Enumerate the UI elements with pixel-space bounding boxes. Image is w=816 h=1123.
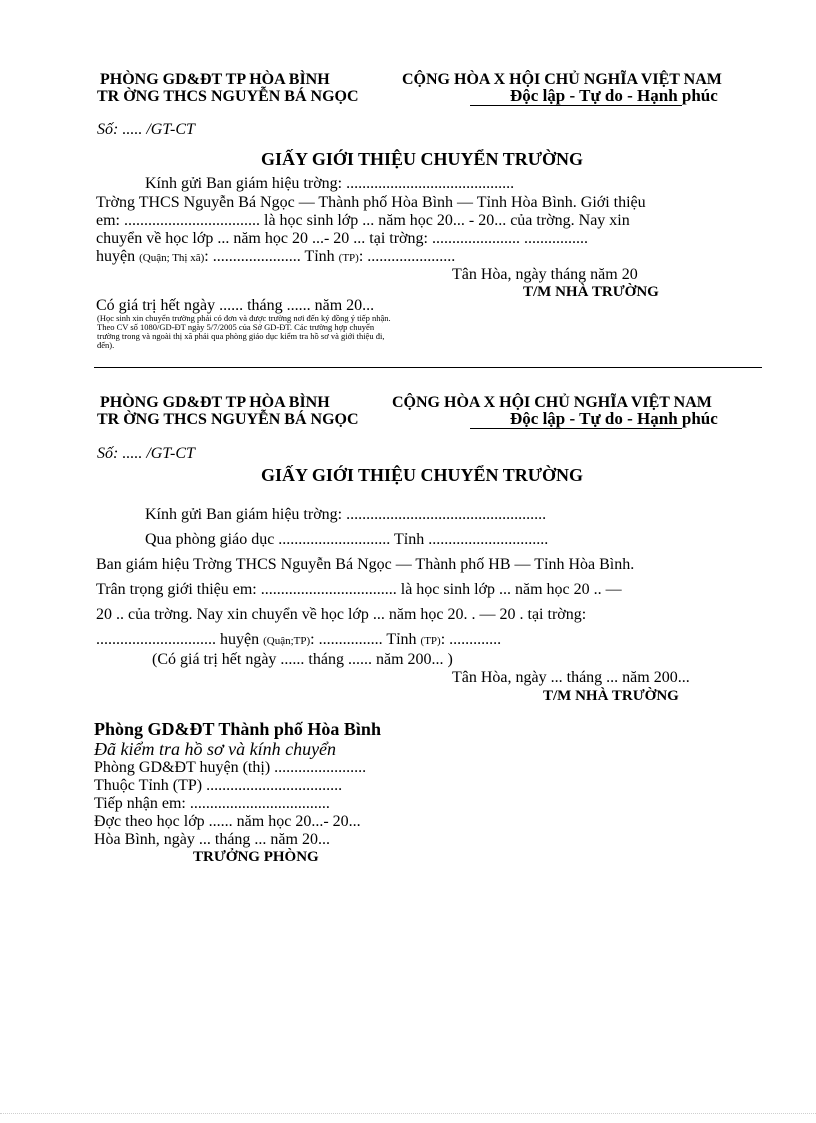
- school-name: TR ỜNG THCS NGUYỄN BÁ NGỌC: [97, 88, 359, 105]
- addressee-line: Kính gửi Ban giám hiệu trờng: ..........................................: [145, 175, 515, 192]
- department-name: PHÒNG GD&ĐT TP HÒA BÌNH: [100, 71, 330, 88]
- validity-line: Có giá trị hết ngày ...... tháng ...... năm 20...: [96, 297, 375, 314]
- body-line: [96, 249, 455, 265]
- confirm-line: Hòa Bình, ngày ... tháng ... năm 20...: [94, 831, 330, 848]
- page-bottom-edge: [0, 1113, 816, 1114]
- section-divider: [94, 367, 762, 368]
- school-name: TR ỜNG THCS NGUYỄN BÁ NGỌC: [97, 411, 359, 428]
- body-line: chuyển về học lớp ... năm học 20 ...- 20 ... tại trờng: ...................... ................: [96, 230, 588, 247]
- footnote: (Học sinh xin chuyển trường phải có đơn và được trường nơi đến ký đồng ý tiếp nhận. Theo CV số 1080/GD-ĐT ngày 5/7/2005 của Sở GD-ĐT. Các trường hợp chuyển trường trong và ngoài thị xã phải qua phòng giáo dục kiểm tra hồ sơ và giới thiệu đi, đến).: [97, 313, 391, 350]
- document-number: Số: ..... /GT-CT: [97, 121, 195, 138]
- form-title: GIẤY GIỚI THIỆU CHUYỂN TRƯỜNG: [261, 149, 584, 169]
- motto: Độc lập - Tự do - Hạnh phúc: [510, 409, 718, 428]
- body-line: Trân trọng giới thiệu em: .................................. là học sinh lớp ... năm học 20 .. —: [96, 581, 622, 598]
- district-label: huyện: [96, 248, 136, 265]
- confirm-signer: TRƯỞNG PHÒNG: [193, 849, 319, 865]
- via-office-line: Qua phòng giáo dục ............................ Tỉnh ..............................: [145, 531, 549, 548]
- province-note: (TP): [420, 635, 441, 647]
- body-line: 20 .. của trờng. Nay xin chuyển về học lớp ... năm học 20. . — 20 . tại trờng:: [96, 606, 587, 623]
- nation-name: CỘNG HÒA X HỘI CHỦ NGHĨA VIỆT NAM: [392, 394, 712, 411]
- place-date: Tân Hòa, ngày tháng năm 20: [452, 266, 638, 283]
- motto: Độc lập - Tự do - Hạnh phúc: [510, 86, 718, 105]
- confirm-line: Đợc theo học lớp ...... năm học 20...- 20...: [94, 813, 361, 830]
- signer-title: T/M NHÀ TRƯỜNG: [543, 688, 679, 704]
- district-note: (Quận;TP): [263, 635, 311, 647]
- confirm-line: Tiếp nhận em: ...................................: [94, 795, 330, 812]
- confirm-line: Thuộc Tỉnh (TP) ..................................: [94, 777, 343, 794]
- confirm-subheading: Đã kiểm tra hồ sơ và kính chuyển: [94, 739, 337, 759]
- province-fill: : ......................: [358, 248, 456, 265]
- place-date: Tân Hòa, ngày ... tháng ... năm 200...: [452, 669, 690, 686]
- department-name: PHÒNG GD&ĐT TP HÒA BÌNH: [100, 394, 330, 411]
- body-line: Trờng THCS Nguyễn Bá Ngọc — Thành phố Hòa Bình — Tỉnh Hòa Bình. Giới thiệu: [96, 194, 646, 211]
- body-line: Ban giám hiệu Trờng THCS Nguyễn Bá Ngọc — Thành phố HB — Tỉnh Hòa Bình.: [96, 556, 635, 573]
- confirm-line: Phòng GD&ĐT huyện (thị) .......................: [94, 759, 367, 776]
- motto-underline: [470, 428, 682, 429]
- province-fill: : .............: [440, 631, 502, 648]
- form-title: GIẤY GIỚI THIỆU CHUYỂN TRƯỜNG: [261, 465, 584, 485]
- district-note: (Quận; Thị xã): [139, 252, 205, 264]
- province-note: (TP): [338, 252, 359, 264]
- document-number: Số: ..... /GT-CT: [97, 445, 195, 462]
- school-fill: .............................. huyện: [96, 631, 260, 648]
- motto-underline: [470, 105, 682, 106]
- validity-line: (Có giá trị hết ngày ...... tháng ...... năm 200... ): [152, 651, 453, 668]
- body-line: [96, 632, 501, 648]
- body-line: em: .................................. là học sinh lớp ... năm học 20... - 20... của trờng. Nay xin: [96, 212, 630, 229]
- nation-name: CỘNG HÒA X HỘI CHỦ NGHĨA VIỆT NAM: [402, 71, 722, 88]
- addressee-line: Kính gửi Ban giám hiệu trờng: ..................................................: [145, 506, 547, 523]
- signer-title: T/M NHÀ TRƯỜNG: [523, 284, 659, 300]
- district-province-fill: : ................ Tỉnh: [310, 631, 417, 648]
- confirm-heading: Phòng GD&ĐT Thành phố Hòa Bình: [94, 719, 381, 739]
- district-province-fill: : ...................... Tỉnh: [204, 248, 335, 265]
